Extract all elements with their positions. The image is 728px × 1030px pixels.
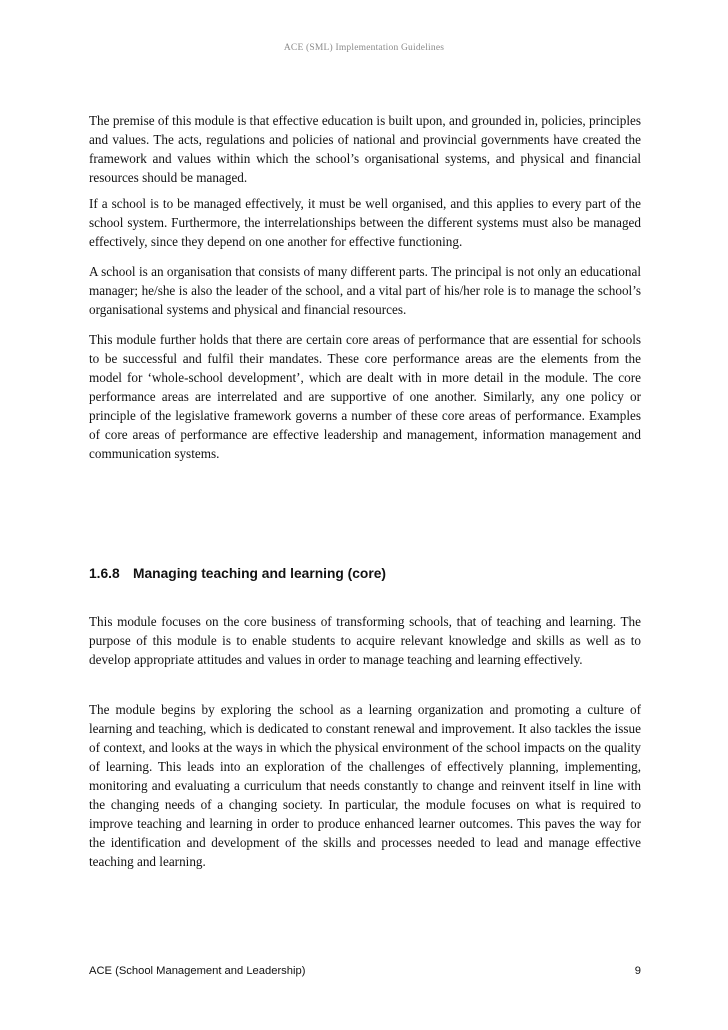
section-number: 1.6.8 (89, 566, 120, 581)
section-heading (89, 566, 641, 581)
running-header: ACE (SML) Implementation Guidelines (283, 43, 445, 53)
paragraph-module-begins: The module begins by exploring the school as a learning organization and promoting a culture of learning and teaching, which is dedicated to constant renewal and improvement. It also tackles the issue of context, and looks at the ways in which the physical environment of the school impacts on the quality of learning. This leads into an exploration of the challenges of effectively planning, implementing, monitoring and evaluating a curriculum that needs constantly to change and reinvent itself in line with the changing needs of a changing society. In particular, the module focuses on what is required to improve teaching and learning in order to produce enhanced learner outcomes. This paves the way for the identification and development of the skills and processes needed to lead and manage effective teaching and learning. (89, 702, 641, 869)
page-number: 9 (634, 965, 641, 977)
paragraph-premise: The premise of this module is that effective education is built upon, and grounded in, policies, principles and values. The acts, regulations and policies of national and provincial governments have created the framework and values within which the school’s organisational systems, and physical and financial resources should be managed. (89, 113, 641, 185)
section-title: Managing teaching and learning (core) (133, 566, 386, 581)
paragraph-module-focus: This module focuses on the core business of transforming schools, that of teaching and learning. The purpose of this module is to enable students to acquire relevant knowledge and skills as well as to develop appropriate attitudes and values in order to manage teaching and learning effectively. (89, 614, 641, 667)
footer-title: ACE (School Management and Leadership) (89, 965, 306, 977)
paragraph-core-areas: This module further holds that there are certain core areas of performance that are essential for schools to be successful and fulfil their mandates. These core performance areas are the elements from the model for ‘whole-school development’, which are dealt with in more detail in the module. The core performance areas are interrelated and are supportive of one another. Similarly, any one policy or principle of the legislative framework governs a number of these core areas of performance. Examples of core areas of performance are effective leadership and management, information management and communication systems. (89, 332, 641, 461)
paragraph-managed-effectively: If a school is to be managed effectively, it must be well organised, and this applies to every part of the school system. Furthermore, the interrelationships between the different systems must also be managed effectively, since they depend on one another for effective functioning. (89, 196, 641, 249)
paragraph-school-organisation: A school is an organisation that consists of many different parts. The principal is not only an educational manager; he/she is also the leader of the school, and a vital part of his/her role is to manage the school’s organisational systems and physical and financial resources. (89, 264, 641, 317)
